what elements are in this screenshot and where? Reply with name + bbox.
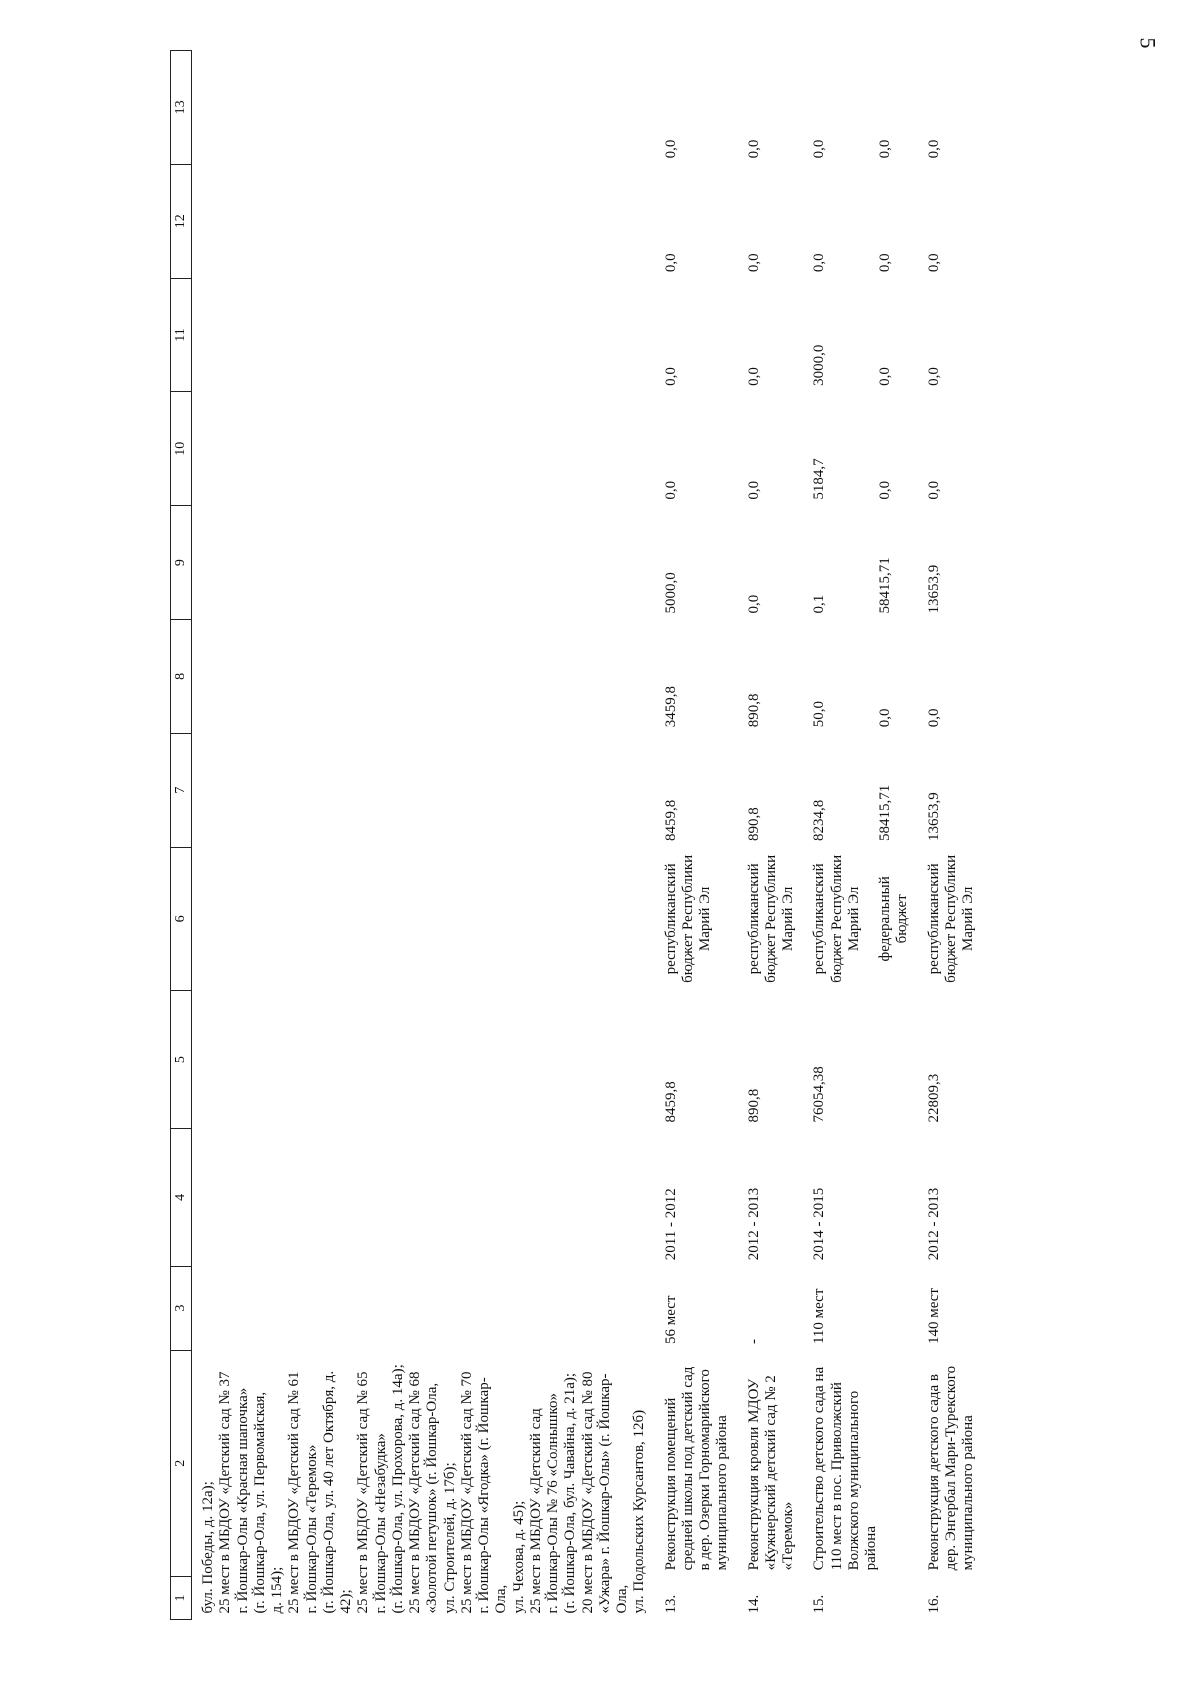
row-value-v12: 0,0: [925, 253, 942, 273]
row-places: -: [745, 1339, 762, 1345]
continuation-line: 25 мест в МБДОУ «Детский сад № 70: [458, 1371, 475, 1614]
row-value-v8: 0,0: [925, 708, 942, 728]
row-value-v11: 0,0: [662, 367, 679, 386]
column-number-13: 13: [171, 51, 192, 165]
table-row: [655, 51, 738, 1620]
column-number-5: 5: [171, 991, 192, 1129]
continuation-line: г. Йошкар-Олы «Теремок»: [303, 1444, 320, 1614]
continuation-line: г. Йошкар-Олы «Ягодка» (г. Йошкар-Ола,: [476, 1377, 510, 1614]
row-total: 76054,38: [811, 1066, 828, 1123]
row-value-v11: 3000,0: [811, 344, 828, 386]
row-value-v9: 0,1: [811, 594, 828, 614]
column-number-3: 3: [171, 1266, 192, 1350]
continuation-line: (г. Йошкар-Ола, ул. Прохорова, д. 14а);: [389, 1364, 406, 1614]
row-description: Реконструкция детского сада в дер. Энгербал Мари-Турекского муниципального района: [925, 1365, 977, 1571]
continuation-line: (г. Йошкар-Ола, ул. 40 лет Октября, д. 42);: [320, 1370, 355, 1614]
row-value-v10: 0,0: [877, 480, 894, 500]
column-number-2: 2: [171, 1350, 192, 1576]
continuation-line: 25 мест в МБДОУ «Детский сад № 68: [407, 1371, 424, 1614]
table-row: [803, 51, 869, 1620]
row-value-v7: 58415,71: [877, 784, 894, 842]
column-number-1: 1: [171, 1576, 192, 1619]
continuation-line: (г. Йошкар-Ола, бул. Чавайна, д. 21а);: [562, 1372, 579, 1614]
continuation-line: 25 мест в МБДОУ «Детский сад № 65: [355, 1371, 372, 1614]
row-number: 16.: [925, 1594, 942, 1614]
row-description: Строительство детского сада на 110 мест в пос. Приволжский Волжского муниципального района: [811, 1366, 880, 1571]
continuation-line: «Ужара» г. Йошкар-Олы» (г. Йошкар-Ола,: [596, 1373, 631, 1614]
row-value-v13: 0,0: [877, 139, 894, 159]
continuation-line: 25 мест в МБДОУ «Детский сад № 61: [286, 1371, 303, 1614]
column-number-10: 10: [171, 392, 192, 506]
row-value-v11: 0,0: [877, 367, 894, 386]
continuation-line: (г. Йошкар-Ола, ул. Первомайская,: [251, 1391, 268, 1614]
continuation-line: ул. Строителей, д. 17б);: [441, 1462, 458, 1614]
row-budget-source: республиканский бюджет Республики Марий Эл: [745, 854, 797, 983]
row-value-v8: 0,0: [877, 708, 894, 728]
continuation-line: 20 мест в МБДОУ «Детский сад № 80: [579, 1371, 596, 1614]
column-number-9: 9: [171, 506, 192, 620]
continuation-line: «Золотой петушок» (г. Йошкар-Ола,: [424, 1382, 441, 1614]
row-budget-source: федеральный бюджет: [877, 876, 911, 962]
row-places: 140 мест: [925, 1288, 942, 1345]
table-row: [918, 51, 984, 1620]
continuation-line: ул. Подольских Курсантов, 12б): [631, 1409, 648, 1614]
continuation-line: бул. Победы, д. 12а);: [200, 1481, 217, 1614]
program-table: [170, 50, 983, 1620]
row-value-v9: 5000,0: [662, 572, 679, 614]
row-budget-source: республиканский бюджет Республики Марий Эл: [925, 854, 977, 983]
row-value-v7: 890,8: [745, 807, 762, 842]
column-number-6: 6: [171, 847, 192, 991]
page-number: 5: [1135, 37, 1161, 49]
row-value-v10: 0,0: [745, 480, 762, 500]
row-total: 8459,8: [662, 1081, 679, 1123]
row-value-v7: 8234,8: [811, 799, 828, 842]
continuation-line: г. Йошкар-Олы «Красная шапочка»: [234, 1387, 251, 1614]
row-period: 2014 - 2015: [811, 1187, 828, 1261]
row-places: 110 мест: [811, 1288, 828, 1345]
rotated-table-area: [170, 50, 1200, 1620]
table-body: [192, 51, 984, 1620]
continuation-line: г. Йошкар-Олы «Незабудка»: [372, 1433, 389, 1614]
column-number-4: 4: [171, 1128, 192, 1266]
row-value-v7: 8459,8: [662, 799, 679, 842]
row-value-v13: 0,0: [811, 139, 828, 159]
row-number: 13.: [662, 1594, 679, 1614]
row-value-v10: 5184,7: [811, 458, 828, 500]
row-value-v13: 0,0: [662, 139, 679, 159]
continuation-line: 25 мест в МБДОУ «Детский сад: [527, 1408, 544, 1614]
continuation-row: [192, 51, 655, 1620]
row-value-v12: 0,0: [811, 253, 828, 273]
row-number: 14.: [745, 1594, 762, 1614]
row-value-v12: 0,0: [745, 253, 762, 273]
row-value-v8: 50,0: [811, 700, 828, 728]
row-value-v10: 0,0: [662, 480, 679, 500]
row-value-v11: 0,0: [745, 367, 762, 386]
row-value-v12: 0,0: [877, 253, 894, 273]
row-total: 22809,3: [925, 1073, 942, 1123]
row-budget-source: республиканский бюджет Республики Марий Эл: [662, 854, 714, 983]
row-value-v9: 13653,9: [925, 564, 942, 614]
continuation-line: ул. Чехова, д. 45);: [510, 1500, 527, 1614]
row-value-v9: 0,0: [745, 594, 762, 614]
row-value-v8: 890,8: [745, 693, 762, 728]
row-value-v13: 0,0: [745, 139, 762, 159]
row-number: 15.: [811, 1594, 828, 1614]
column-number-11: 11: [171, 278, 192, 392]
continuation-line: 25 мест в МБДОУ «Детский сад № 37: [217, 1371, 234, 1614]
row-period: 2011 - 2012: [662, 1188, 679, 1261]
row-value-v11: 0,0: [925, 367, 942, 386]
column-number-8: 8: [171, 619, 192, 733]
row-value-v13: 0,0: [925, 139, 942, 159]
row-value-v8: 3459,8: [662, 685, 679, 728]
row-period: 2012 - 2013: [925, 1187, 942, 1261]
continuation-line: г. Йошкар-Олы № 76 «Солнышко»: [545, 1393, 562, 1614]
continuation-line: д. 154);: [269, 1566, 286, 1614]
row-description: Реконструкция кровли МДОУ «Кужнерский детский сад № 2 «Теремок»: [745, 1375, 797, 1571]
row-total: 890,8: [745, 1088, 762, 1123]
column-number-7: 7: [171, 733, 192, 847]
row-budget-source: республиканский бюджет Республики Марий Эл: [811, 854, 862, 983]
row-value-v10: 0,0: [925, 480, 942, 500]
continuation-text: [192, 1350, 655, 1619]
row-period: 2012 - 2013: [745, 1187, 762, 1261]
row-value-v12: 0,0: [662, 253, 679, 273]
column-number-row: [171, 51, 192, 1620]
table-row: [738, 51, 804, 1620]
row-value-v7: 13653,9: [925, 792, 942, 842]
row-places: 56 мест: [662, 1295, 679, 1345]
row-description: Реконструкция помещений средней школы под детский сад в дер. Озерки Горномарийского муниципального района: [662, 1366, 731, 1571]
column-number-12: 12: [171, 164, 192, 278]
row-value-v9: 58415,71: [877, 557, 894, 614]
